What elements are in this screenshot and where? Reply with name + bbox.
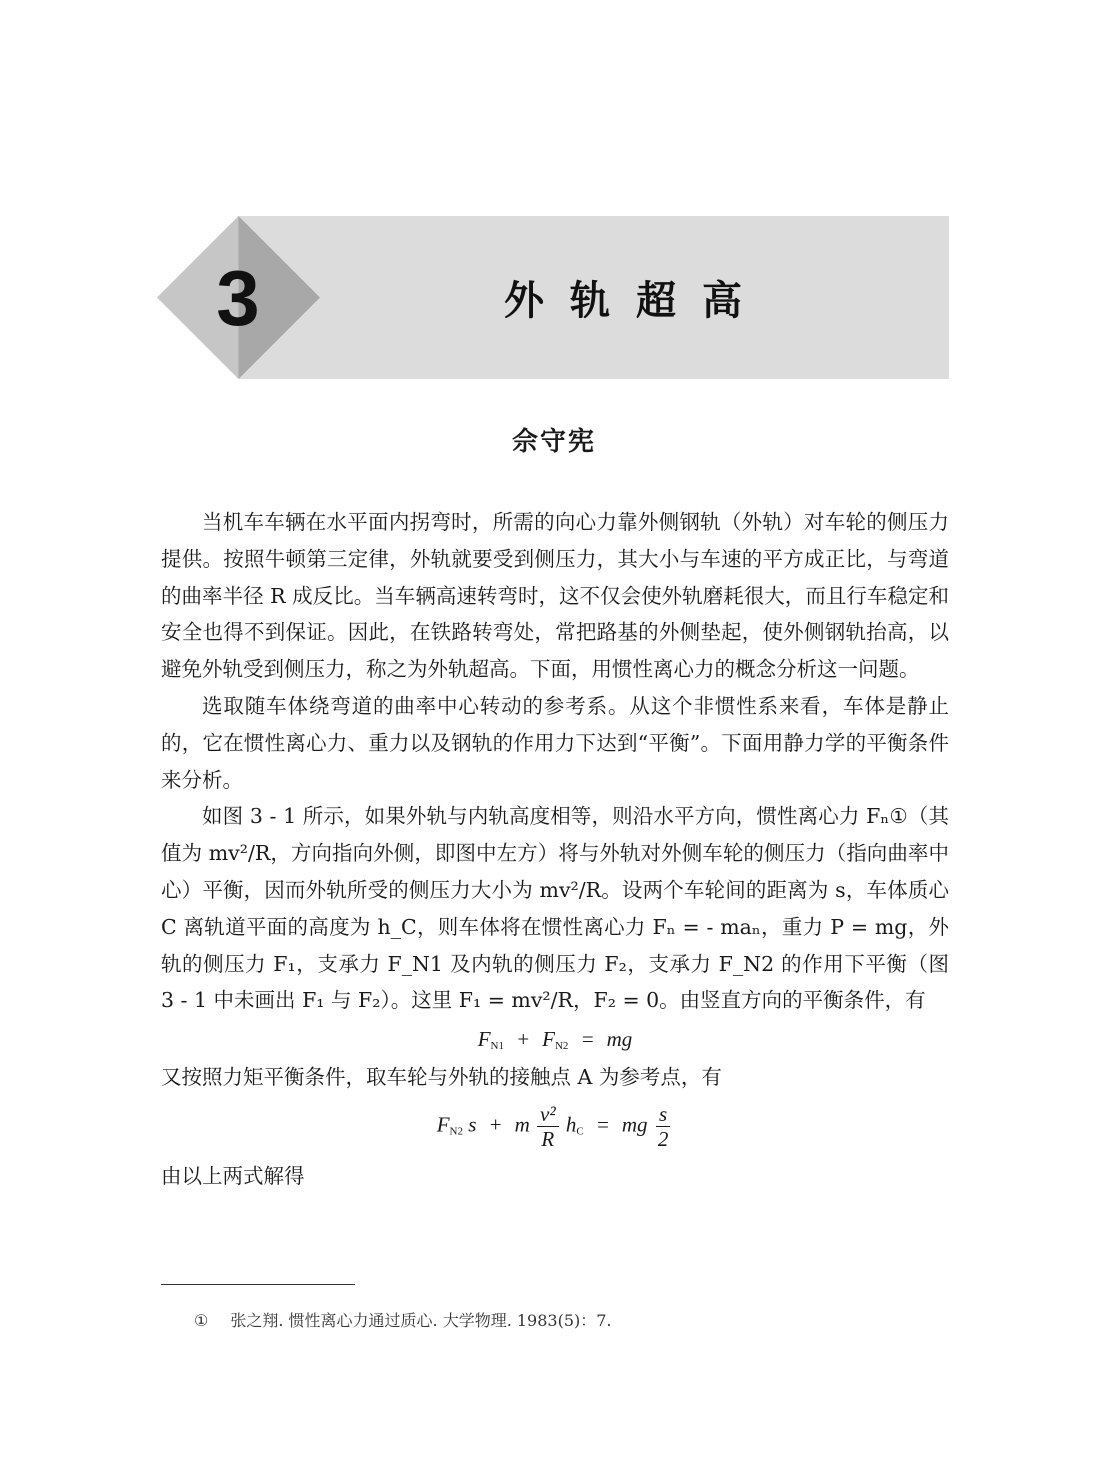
paragraph: 选取随车体绕弯道的曲率中心转动的参考系。从这个非惯性系来看，车体是静止的，它在惯性离心力、重力以及钢轨的作用力下达到“平衡”。下面用静力学的平衡条件来分析。	[161, 693, 949, 792]
chapter-number: 3	[216, 254, 260, 342]
paragraph: 由以上两式解得	[161, 1163, 305, 1188]
equation-vertical-balance	[161, 1019, 949, 1059]
footnote	[194, 1310, 612, 1332]
paragraph: 当机车车辆在水平面内拐弯时，所需的向心力靠外侧钢轨（外轨）对车轮的侧压力提供。按照牛顿第三定律，外轨就要受到侧压力，其大小与车速的平方成正比，与弯道的曲率半径 R 成反比。当车辆高速转弯时，这不仅会使外轨磨耗很大，而且行车稳定和安全也得不到保证。因此，在铁路转弯处，常把路基的外侧垫起，使外侧钢轨抬高，以避免外轨受到侧压力，称之为外轨超高。下面，用惯性离心力的概念分析这一问题。	[161, 510, 949, 682]
equation-text: $F_{N1} + F_{N2}$ = mg	[477, 1027, 633, 1053]
body-text	[161, 504, 949, 1195]
footnote-mark: ①	[194, 1311, 209, 1330]
author-name: 佘守宪	[511, 427, 596, 457]
equation-moment-balance	[161, 1096, 949, 1158]
paragraph: 又按照力矩平衡条件，取车轮与外轨的接触点 A 为参考点，有	[161, 1065, 722, 1090]
footnote-divider	[161, 1284, 355, 1285]
equation-text: $F_{N2}$ s + m $\frac{\text{v²}}{R}$ $h_C$ = mg $\frac{s}{2}$	[436, 1102, 669, 1152]
paragraph: 如图 3 - 1 所示，如果外轨与内轨高度相等，则沿水平方向，惯性离心力 Fₙ①（其值为 mv²/R，方向指向外侧，即图中左方）将与外轨对外侧车轮的侧压力（指向曲率中心）平衡，因而外轨所受的侧压力大小为 mv²/R。设两个车轮间的距离为 s，车体质心 C 离轨道平面的高度为 h_C，则车体将在惯性离心力 Fₙ = - maₙ，重力 P = mg，外轨的侧压力 F₁，支承力 F_N1 及内轨的侧压力 F₂，支承力 F_N2 的作用下平衡（图 3 - 1 中未画出 F₁ 与 F₂）。这里 F₁ = mv²/R，F₂ = 0。由竖直方向的平衡条件，有	[161, 804, 949, 1013]
chapter-title: 外轨超高	[504, 277, 768, 324]
footnote-text: 张之翔. 惯性离心力通过质心. 大学物理. 1983(5)：7.	[230, 1311, 612, 1330]
